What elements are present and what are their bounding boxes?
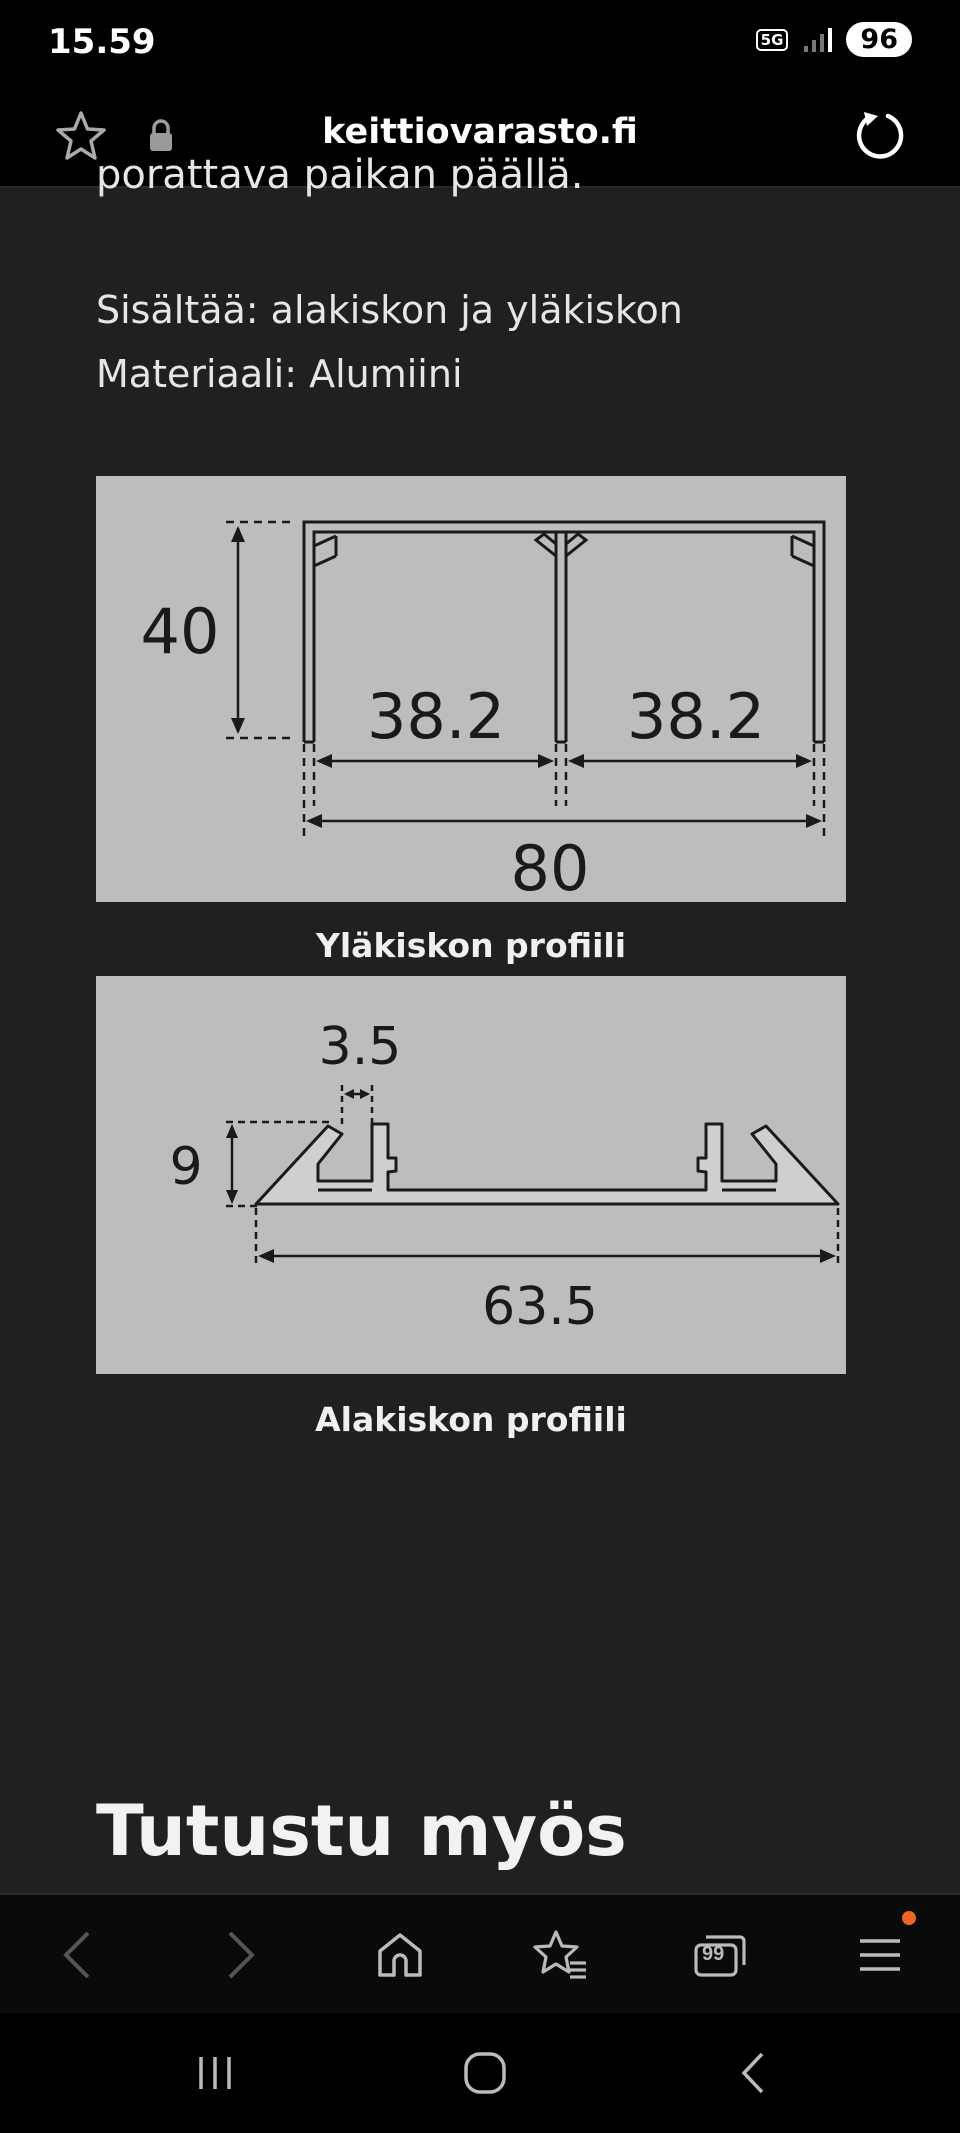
lower-total-width-label: 63.5 <box>482 1277 598 1337</box>
status-indicators <box>756 22 912 57</box>
back-button[interactable] <box>46 1923 110 1987</box>
includes-text: Sisältää: alakiskon ja yläkiskon <box>96 288 683 332</box>
status-bar <box>0 0 960 88</box>
recent-apps-button[interactable] <box>180 2043 250 2103</box>
reload-icon[interactable] <box>852 108 908 164</box>
description-clipped-line: porattava paikan päällä. <box>96 152 584 198</box>
recent-apps-icon <box>195 2053 235 2093</box>
home-nav-icon <box>462 2050 508 2096</box>
bookmarks-icon <box>532 1927 588 1983</box>
material-text: Materiaali: Alumiini <box>96 352 463 396</box>
upper-right-width-label: 38.2 <box>626 680 766 753</box>
browser-toolbar <box>0 1893 960 2013</box>
lower-profile-caption: Alakiskon profiili <box>315 1400 627 1439</box>
upper-total-width-label: 80 <box>510 832 590 905</box>
menu-icon <box>856 1933 904 1977</box>
back-nav-icon <box>736 2050 770 2096</box>
status-time: 15.59 <box>48 22 156 62</box>
tab-count: 99 <box>702 1943 725 1965</box>
lower-profile-diagram <box>96 976 846 1374</box>
forward-icon <box>220 1927 260 1983</box>
url-bar[interactable]: keittiovarasto.fi <box>322 112 638 152</box>
home-button[interactable] <box>368 1923 432 1987</box>
notification-dot <box>902 1911 916 1925</box>
network-badge: 5G <box>756 29 789 51</box>
upper-left-width-label: 38.2 <box>366 680 506 753</box>
bookmarks-button[interactable] <box>528 1923 592 1987</box>
signal-icon <box>802 26 832 54</box>
home-icon <box>374 1929 426 1981</box>
battery-level: 96 <box>846 22 912 57</box>
page-content <box>0 152 960 1892</box>
menu-button[interactable] <box>848 1923 912 1987</box>
upper-profile-caption: Yläkiskon profiili <box>315 926 627 965</box>
section-heading: Tutustu myös <box>96 1790 627 1872</box>
lower-slot-width-label: 3.5 <box>318 1017 402 1077</box>
back-nav-button[interactable] <box>718 2043 788 2103</box>
upper-height-label: 40 <box>140 595 220 668</box>
tabs-button[interactable] <box>688 1923 752 1987</box>
home-nav-button[interactable] <box>450 2043 520 2103</box>
lower-height-label: 9 <box>169 1137 203 1197</box>
upper-profile-diagram <box>96 476 846 905</box>
forward-button[interactable] <box>208 1923 272 1987</box>
back-icon <box>58 1927 98 1983</box>
system-navbar <box>0 2013 960 2133</box>
